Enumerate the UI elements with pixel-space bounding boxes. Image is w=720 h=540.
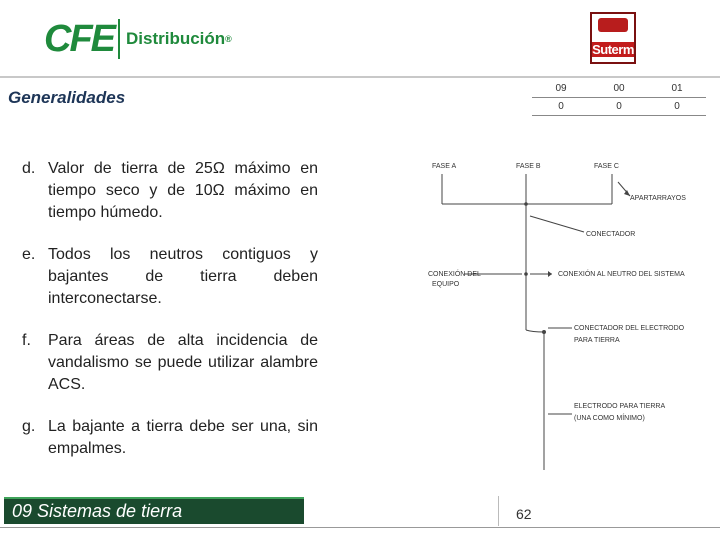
down-conductor-lower: [526, 330, 544, 470]
label-phase-c: FASE C: [594, 163, 619, 170]
code-cell: 0: [590, 98, 648, 116]
document-code-table: [532, 80, 706, 116]
label-electrode-2: (UNA COMO MÍNIMO): [574, 415, 645, 422]
label-neutral-connection: CONEXIÓN AL NEUTRO DEL SISTEMA: [558, 271, 685, 278]
cfe-logo-subtitle: Distribución: [126, 29, 226, 48]
document-code-row: [532, 80, 706, 98]
cfe-logo: [44, 14, 232, 64]
bullet-text: Valor de tierra de 25Ω máximo en tiempo seco y de 10Ω máximo en tiempo húmedo.: [48, 160, 318, 221]
label-phase-b: FASE B: [516, 163, 541, 170]
code-cell: 0: [648, 98, 706, 116]
label-electrode-connector-2: PARA TIERRA: [574, 337, 620, 344]
suterm-logo-word: Suterm: [592, 42, 634, 57]
code-cell: 00: [590, 80, 648, 98]
code-cell: 01: [648, 80, 706, 98]
bullet-letter: e.: [22, 246, 36, 263]
suterm-logo-emblem: [598, 18, 628, 32]
suterm-logo: [590, 12, 636, 64]
bullet-letter: g.: [22, 418, 36, 435]
label-phase-a: FASE A: [432, 163, 457, 170]
bullet-text: La bajante a tierra debe ser una, sin empalmes.: [48, 418, 318, 457]
footer-section-bar: [4, 497, 304, 524]
bullet-text: Para áreas de alta incidencia de vandalismo se puede utilizar alambre ACS.: [48, 332, 318, 393]
cfe-logo-divider: [118, 19, 120, 59]
label-equipment-connection-2: EQUIPO: [432, 281, 460, 288]
arrowhead: [548, 271, 552, 277]
bullet-letter: d.: [22, 160, 36, 177]
label-apartarrayos: APARTARRAYOS: [630, 195, 686, 202]
label-electrode-connector-1: CONECTADOR DEL ELECTRODO: [574, 325, 685, 332]
header-divider: [0, 76, 720, 78]
label-conectador: CONECTADOR: [586, 231, 636, 238]
list-item: [22, 330, 318, 396]
list-item: [22, 158, 318, 224]
footer-separator: [498, 496, 499, 526]
code-cell: 0: [532, 98, 590, 116]
neutral-junction: [524, 272, 528, 276]
bullet-text: Todos los neutros contiguos y bajantes de tierra deben interconectarse.: [48, 246, 318, 307]
bus-junction: [524, 202, 528, 206]
list-item: [22, 416, 318, 460]
list-item: [22, 244, 318, 310]
code-cell: 09: [532, 80, 590, 98]
page-number: 62: [516, 506, 532, 522]
label-equipment-connection-1: CONEXIÓN DEL: [428, 271, 481, 278]
label-electrode-1: ELECTRODO PARA TIERRA: [574, 403, 666, 410]
conectador-leader: [530, 216, 584, 232]
bullet-letter: f.: [22, 332, 31, 349]
page-title: Generalidades: [8, 88, 126, 107]
cfe-logo-mark: CFE: [44, 18, 114, 60]
bullet-list: [22, 158, 318, 480]
footer-section-title: 09 Sistemas de tierra: [12, 501, 183, 521]
electrode-connector-dot: [542, 330, 546, 334]
footer-divider: [0, 527, 720, 528]
cfe-registered-mark: ®: [225, 34, 232, 44]
grounding-diagram: [424, 152, 720, 470]
document-code-row: [532, 98, 706, 116]
